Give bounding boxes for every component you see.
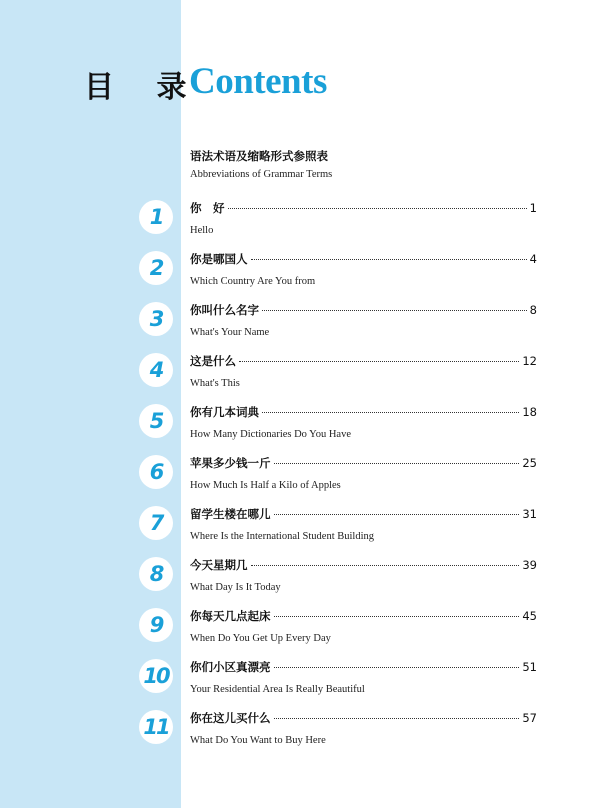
lesson-number-badge	[139, 251, 173, 285]
toc-entry-4[interactable]	[0, 353, 600, 397]
dot-leader	[262, 411, 519, 413]
dot-leader	[274, 717, 520, 719]
lesson-number: 9	[149, 613, 163, 637]
lesson-title-english: What's This	[190, 378, 240, 389]
lesson-number-badge	[139, 506, 173, 540]
lesson-number: 7	[149, 511, 163, 535]
lesson-number-badge	[139, 302, 173, 336]
lesson-title-english: What Day Is It Today	[190, 582, 281, 593]
lesson-number-badge	[139, 557, 173, 591]
toc-entry-10[interactable]	[0, 659, 600, 703]
page-number: 39	[522, 558, 537, 572]
dot-leader	[274, 615, 520, 617]
dot-leader	[251, 258, 527, 260]
toc-entry-5[interactable]	[0, 404, 600, 448]
lesson-number-badge	[139, 659, 173, 693]
lesson-title-english: What Do You Want to Buy Here	[190, 735, 326, 746]
dot-leader	[274, 666, 520, 668]
dot-leader	[262, 309, 527, 311]
page-title-chinese: 目 录	[84, 70, 203, 105]
abbreviations-entry[interactable]	[190, 148, 540, 180]
toc-entry-2[interactable]	[0, 251, 600, 295]
toc-entry-6[interactable]	[0, 455, 600, 499]
dot-leader	[274, 462, 520, 464]
lesson-title-english: Where Is the International Student Building	[190, 531, 374, 542]
lesson-title-chinese: 留学生楼在哪儿	[190, 507, 271, 521]
page-number: 51	[522, 660, 537, 674]
lesson-number: 10	[143, 664, 169, 688]
dot-leader	[251, 564, 520, 566]
lesson-number: 6	[149, 460, 163, 484]
abbreviations-title-chinese: 语法术语及缩略形式参照表	[190, 149, 328, 163]
lesson-number-badge	[139, 710, 173, 744]
lesson-title-chinese: 你叫什么名字	[190, 303, 259, 317]
lesson-title-chinese: 你们小区真漂亮	[190, 660, 271, 674]
lesson-number: 1	[149, 205, 163, 229]
toc-entry-1[interactable]	[0, 200, 600, 244]
page-number: 57	[522, 711, 537, 725]
lesson-title-english: How Much Is Half a Kilo of Apples	[190, 480, 341, 491]
lesson-title-english: When Do You Get Up Every Day	[190, 633, 331, 644]
lesson-number: 11	[143, 715, 169, 739]
page-number: 45	[522, 609, 537, 623]
lesson-title-chinese: 你在这儿买什么	[190, 711, 271, 725]
toc-entry-7[interactable]	[0, 506, 600, 550]
lesson-number: 3	[149, 307, 163, 331]
lesson-title-chinese: 你有几本词典	[190, 405, 259, 419]
lesson-title-english: Your Residential Area Is Really Beautiful	[190, 684, 365, 695]
lesson-number: 2	[149, 256, 163, 280]
lesson-title-chinese: 你 好	[190, 201, 225, 215]
toc-entry-11[interactable]	[0, 710, 600, 754]
lesson-number: 4	[149, 358, 163, 382]
dot-leader	[274, 513, 520, 515]
lesson-title-chinese: 今天星期几	[190, 558, 248, 572]
page-number: 4	[529, 252, 537, 266]
lesson-title-chinese: 你每天几点起床	[190, 609, 271, 623]
lesson-title-english: How Many Dictionaries Do You Have	[190, 429, 351, 440]
lesson-number-badge	[139, 455, 173, 489]
lesson-number-badge	[139, 608, 173, 642]
lesson-title-english: What's Your Name	[190, 327, 270, 338]
page-title-english: Contents	[189, 61, 327, 102]
lesson-title-english: Hello	[190, 225, 214, 236]
page-number: 18	[522, 405, 537, 419]
toc-entry-8[interactable]	[0, 557, 600, 601]
lesson-title-chinese: 苹果多少钱一斤	[190, 456, 271, 470]
lesson-title-chinese: 你是哪国人	[190, 252, 248, 266]
lesson-number-badge	[139, 404, 173, 438]
page-number: 12	[522, 354, 537, 368]
lesson-number-badge	[139, 353, 173, 387]
lesson-number-badge	[139, 200, 173, 234]
page-number: 31	[522, 507, 537, 521]
page-number: 25	[522, 456, 537, 470]
lesson-number: 5	[149, 409, 163, 433]
lesson-title-chinese: 这是什么	[190, 354, 236, 368]
lesson-title-english: Which Country Are You from	[190, 276, 316, 287]
dot-leader	[239, 360, 519, 362]
abbreviations-title-english: Abbreviations of Grammar Terms	[190, 169, 333, 180]
dot-leader	[228, 207, 527, 209]
toc-entry-9[interactable]	[0, 608, 600, 652]
page-number: 1	[529, 201, 537, 215]
page-number: 8	[529, 303, 537, 317]
lesson-number: 8	[149, 562, 163, 586]
toc-entry-3[interactable]	[0, 302, 600, 346]
